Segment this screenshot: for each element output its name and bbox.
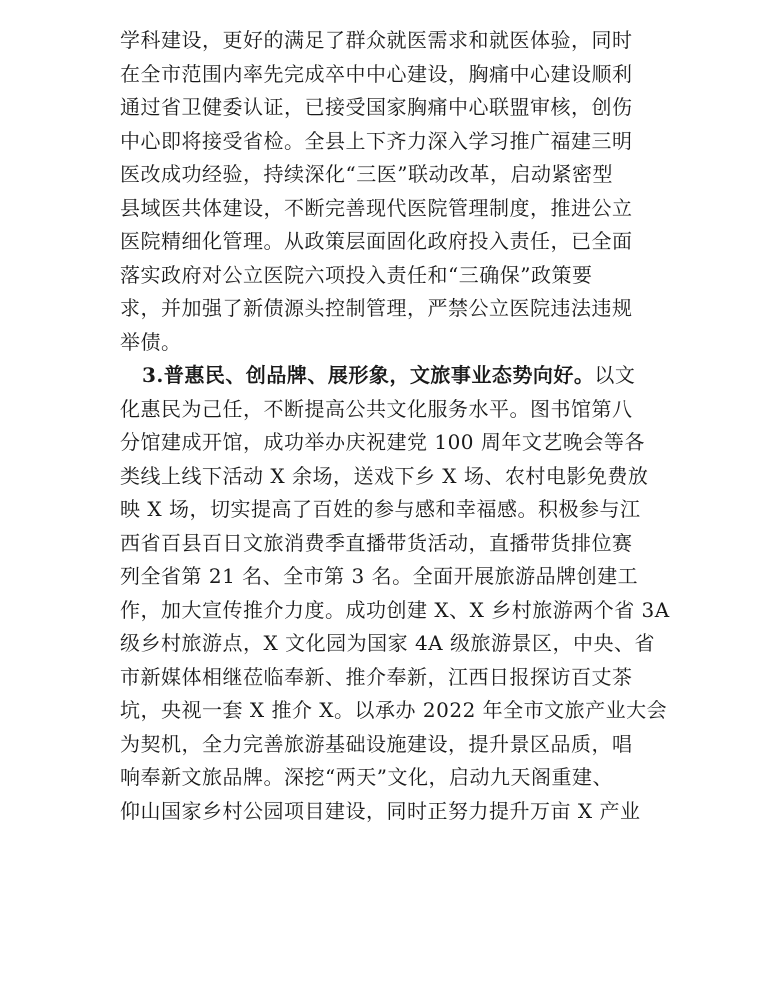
- text-line: 化惠民为己任，不断提高公共文化服务水平。图书馆第八: [120, 396, 633, 421]
- text-line: 响奉新文旅品牌。深挖“两天”文化，启动九天阁重建、: [120, 765, 613, 789]
- text-line: 市新媒体相继莅临奉新、推介奉新，江西日报探访百丈茶: [120, 664, 633, 689]
- text-line: 中心即将接受省检。全县上下齐力深入学习推广福建三明: [120, 128, 633, 153]
- document-body: [120, 24, 670, 828]
- section-heading-line: [120, 359, 660, 393]
- text-line: 仰山国家乡村公园项目建设，同时正努力提升万亩 X 产业: [120, 798, 641, 823]
- text-line: 映 X 场，切实提高了百姓的参与感和幸福感。积极参与江: [120, 497, 641, 521]
- text-line: 类线上线下活动 X 余场，送戏下乡 X 场、农村电影免费放: [120, 463, 649, 488]
- text-line: 坑，央视一套 X 推介 X。以承办 2022 年全市文旅产业大会: [120, 698, 668, 722]
- text-line: 分馆建成开馆，成功举办庆祝建党 100 周年文艺晚会等各: [120, 430, 645, 454]
- text-line: 举债。: [120, 329, 182, 354]
- text-line: 为契机，全力完善旅游基础设施建设，提升景区品质，唱: [120, 731, 633, 756]
- text-line: 西省百县百日文旅消费季直播带货活动，直播带货排位赛: [120, 530, 633, 555]
- text-line: 落实政府对公立医院六项投入责任和“三确保”政策要: [120, 262, 593, 287]
- text-line: 通过省卫健委认证，已接受国家胸痛中心联盟审核，创伤: [120, 95, 633, 119]
- text-line: 在全市范围内率先完成卒中中心建设，胸痛中心建设顺利: [120, 61, 633, 86]
- text-line: 列全省第 21 名、全市第 3 名。全面开展旅游品牌创建工: [120, 564, 639, 588]
- text-line: 医改成功经验，持续深化“三医”联动改革，启动紧密型: [120, 162, 613, 186]
- text-line: 级乡村旅游点，X 文化园为国家 4A 级旅游景区，中央、省: [120, 631, 655, 655]
- text-line: 医院精细化管理。从政策层面固化政府投入责任，已全面: [120, 229, 633, 253]
- text-line: 学科建设，更好的满足了群众就医需求和就医体验，同时: [120, 28, 633, 52]
- text-line: 作，加大宣传推介力度。成功创建 X、X 乡村旅游两个省 3A: [120, 597, 670, 622]
- text-line: 求，并加强了新债源头控制管理，严禁公立医院违法违规: [120, 296, 633, 320]
- text-line: 县域医共体建设，不断完善现代医院管理制度，推进公立: [120, 195, 633, 220]
- section-heading: 3.普惠民、创品牌、展形象，文旅事业态势向好。: [142, 363, 595, 387]
- text-fragment: 以文: [594, 363, 636, 387]
